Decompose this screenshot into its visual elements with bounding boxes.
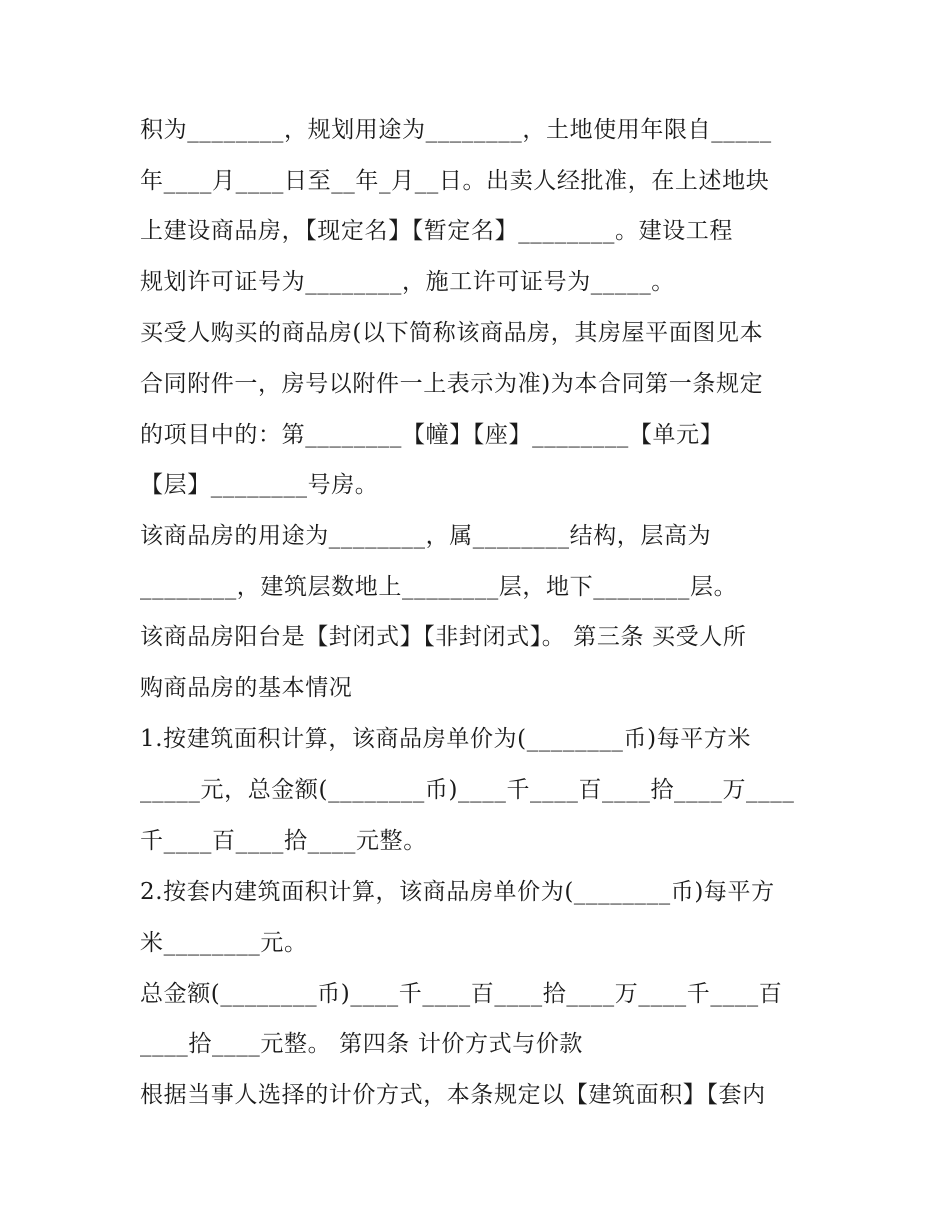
text-line: 年____月____日至__年_月__日。出卖人经批准，在上述地块 (140, 168, 770, 194)
text-line: 2.按套内建筑面积计算，该商品房单价为(________币)每平方 (140, 879, 775, 905)
text-line: ________，建筑层数地上________层，地下________层。 (140, 574, 738, 600)
text-line: 该商品房阳台是【封闭式】【非封闭式】。 第三条 买受人所 (140, 624, 747, 650)
text-line: ____拾____元整。 第四条 计价方式与价款 (140, 1031, 584, 1057)
text-line: 1.按建筑面积计算，该商品房单价为(________币)每平方米 (140, 726, 752, 752)
text-line: 的项目中的：第________【幢】【座】________【单元】 (140, 422, 724, 448)
text-line: _____元，总金额(________币)____千____百____拾____万____ (140, 777, 795, 803)
text-line: 合同附件一，房号以附件一上表示为准)为本合同第一条规定 (140, 371, 764, 397)
text-line: 该商品房的用途为________，属________结构，层高为 (140, 523, 712, 549)
text-line: 【层】________号房。 (140, 472, 379, 498)
text-line: 根据当事人选择的计价方式，本条规定以【建筑面积】【套内 (140, 1082, 766, 1108)
text-line: 上建设商品房，【现定名】【暂定名】________。建设工程 (140, 218, 733, 244)
text-line: 规划许可证号为________，施工许可证号为_____。 (140, 269, 675, 295)
text-line: 总金额(________币)____千____百____拾____万____千____百 (140, 981, 783, 1007)
text-line: 米________元。 (140, 930, 308, 956)
text-line: 购商品房的基本情况 (140, 675, 353, 701)
text-line: 买受人购买的商品房(以下简称该商品房，其房屋平面图见本 (140, 320, 764, 346)
text-line: 千____百____拾____元整。 (140, 828, 427, 854)
text-line: 积为________，规划用途为________，土地使用年限自_____ (140, 117, 772, 143)
